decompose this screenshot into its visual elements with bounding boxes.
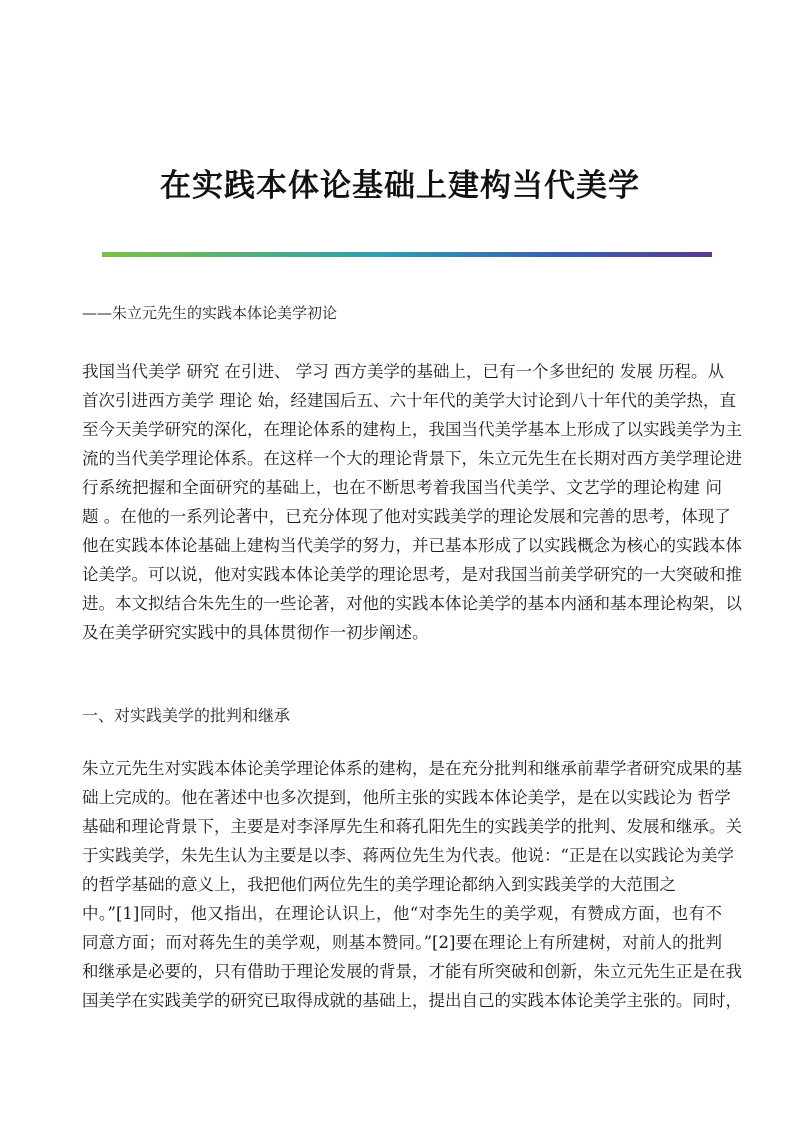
page-title: 在实践本体论基础上建构当代美学 (160, 168, 640, 204)
title-divider (102, 252, 712, 257)
paragraph-line: 论美学。可以说，他对实践本体论美学的理论思考，是对我国当前美学研究的一大突破和推 (82, 565, 742, 584)
subtitle: ——朱立元先生的实践本体论美学初论 (82, 304, 338, 322)
paragraph-line: 础上完成的。他在著述中也多次提到，他所主张的实践本体论美学，是在以实践论为 哲学 (82, 788, 731, 807)
section-heading: 一、对实践美学的批判和继承 (82, 706, 291, 725)
paragraph-line: 基础和理论背景下，主要是对李泽厚先生和蒋孔阳先生的实践美学的批判、发展和继承。关 (82, 817, 742, 836)
paragraph-line: 朱立元先生对实践本体论美学理论体系的建构，是在充分批判和继承前辈学者研究成果的基 (82, 759, 742, 778)
paragraph-line: 及在美学研究实践中的具体贯彻作一初步阐述。 (82, 623, 429, 642)
paragraph-line: 的哲学基础的意义上，我把他们两位先生的美学理论都纳入到实践美学的大范围之 (82, 875, 676, 894)
paragraph-line: 进。本文拟结合朱先生的一些论著，对他的实践本体论美学的基本内涵和基本理论构架，以 (82, 594, 742, 613)
paragraph-line: 流的当代美学理论体系。在这样一个大的理论背景下，朱立元先生在长期对西方美学理论进 (82, 449, 742, 468)
paragraph-line: 国美学在实践美学的研究已取得成就的基础上，提出自己的实践本体论美学主张的。同时， (82, 991, 742, 1010)
paragraph-line: 首次引进西方美学 理论 始，经建国后五、六十年代的美学大讨论到八十年代的美学热，直 (82, 391, 736, 410)
paragraph-line: 我国当代美学 研究 在引进、 学习 西方美学的基础上，已有一个多世纪的 发展 历程。从 (82, 362, 724, 381)
paragraph-line: 至今天美学研究的深化，在理论体系的建构上，我国当代美学基本上形成了以实践美学为主 (82, 420, 742, 439)
paragraph-line: 行系统把握和全面研究的基础上，也在不断思考着我国当代美学、文艺学的理论构建 问 (82, 478, 722, 497)
paragraph-line: 和继承是必要的，只有借助于理论发展的背景，才能有所突破和创新，朱立元先生正是在我 (82, 962, 742, 981)
paragraph-1 (82, 357, 742, 647)
paragraph-line: 题 。在他的一系列论著中，已充分体现了他对实践美学的理论发展和完善的思考，体现了 (82, 507, 731, 526)
paragraph-line: 同意方面；而对蒋先生的美学观，则基本赞同。”[2]要在理论上有所建树，对前人的批判 (82, 933, 722, 952)
paragraph-line: 他在实践本体论基础上建构当代美学的努力，并已基本形成了以实践概念为核心的实践本体 (82, 536, 742, 555)
paragraph-2 (82, 754, 742, 1015)
paragraph-line: 中。”[1]同时，他又指出，在理论认识上，他“对李先生的美学观，有赞成方面，也有不 (82, 904, 722, 923)
paragraph-line: 于实践美学，朱先生认为主要是以李、蒋两位先生为代表。他说：“正是在以实践论为美学 (82, 846, 734, 865)
